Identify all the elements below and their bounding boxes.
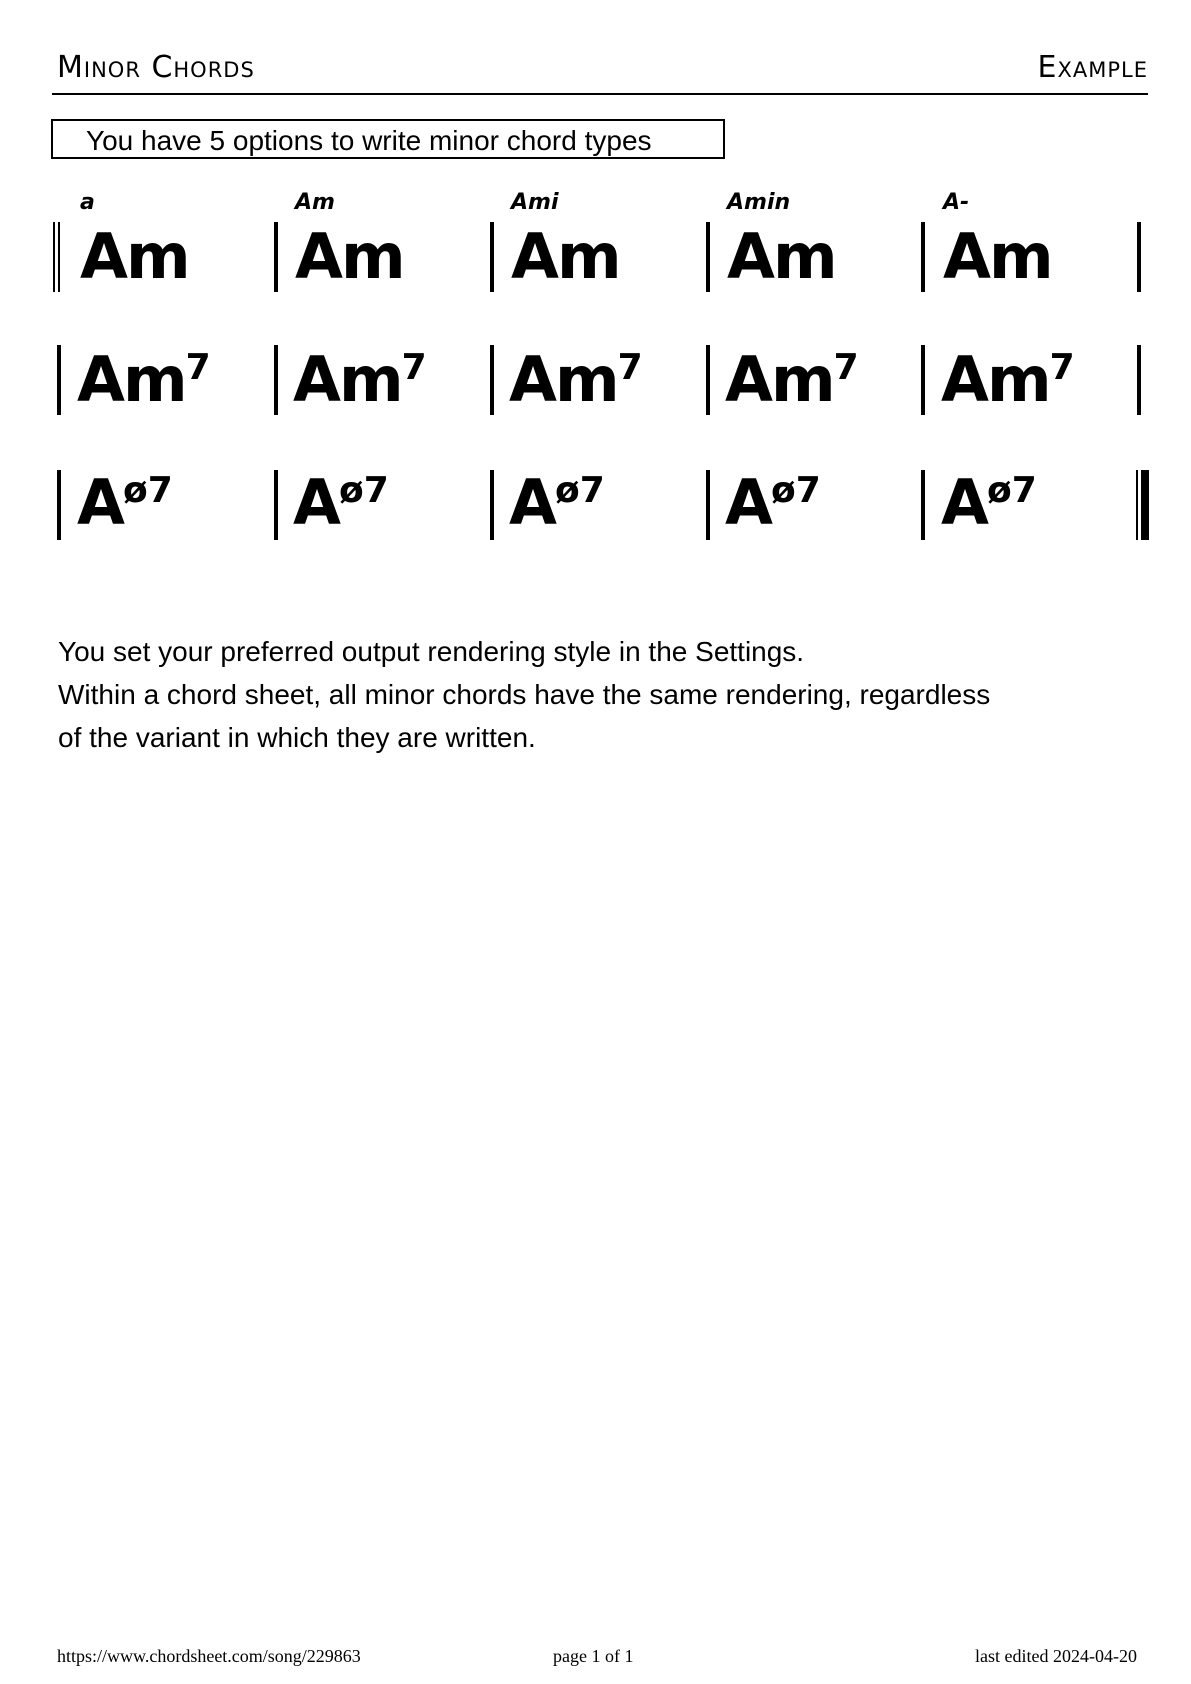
bar-line <box>1137 345 1141 415</box>
bar-line <box>490 222 494 292</box>
paragraph-line: You set your preferred output rendering style in the Settings. <box>58 636 805 667</box>
bar-line <box>274 222 278 292</box>
chord-symbol: Am$^7$ <box>509 343 643 416</box>
chord-symbol: $A^{ø7}$ <box>293 466 389 539</box>
start-double-bar-line-b <box>58 222 60 292</box>
chord-symbol: $A^{ø7}$ <box>941 466 1037 539</box>
bar-line <box>274 470 278 540</box>
chord-symbol: Am <box>511 220 620 293</box>
chord-symbol: $A^{ø7}$ <box>77 466 173 539</box>
final-bar-line-thick <box>1141 470 1149 540</box>
bar-line <box>490 470 494 540</box>
chord-symbol: Am$^7$ <box>941 343 1075 416</box>
bar-line <box>274 345 278 415</box>
page-subtitle: Example <box>1037 50 1148 85</box>
bar-line <box>921 345 925 415</box>
chord-symbol: Am$^7$ <box>725 343 859 416</box>
final-bar-line-thin <box>1136 470 1138 540</box>
variant-label: a <box>80 190 95 215</box>
note-text: You have 5 options to write minor chord types <box>86 125 652 156</box>
chord-symbol: Am$^7$ <box>293 343 427 416</box>
variant-label: Amin <box>727 190 791 215</box>
chord-symbol: Am <box>80 220 189 293</box>
paragraph-line: of the variant in which they are written. <box>58 722 536 753</box>
chord-symbol: $A^{ø7}$ <box>509 466 605 539</box>
paragraph-line: Within a chord sheet, all minor chords have the same rendering, regardless <box>58 679 991 710</box>
bar-line <box>57 470 61 540</box>
bar-line <box>490 345 494 415</box>
note-box <box>51 119 725 159</box>
header-divider <box>52 93 1148 95</box>
bar-line <box>706 345 710 415</box>
variant-label: A- <box>943 190 970 215</box>
bar-line <box>1137 222 1141 292</box>
footer-url[interactable]: https://www.chordsheet.com/song/229863 <box>57 1646 361 1666</box>
variant-label: Am <box>295 190 335 215</box>
page-title: Minor Chords <box>57 50 255 85</box>
chord-symbol: Am <box>295 220 404 293</box>
bar-line <box>706 470 710 540</box>
footer-last-edited: last edited 2024-04-20 <box>975 1646 1137 1666</box>
variant-label: Ami <box>511 190 559 215</box>
bar-line <box>706 222 710 292</box>
bar-line <box>921 470 925 540</box>
chord-symbol: Am <box>727 220 836 293</box>
footer-page-number: page 1 of 1 <box>553 1646 634 1666</box>
bar-line <box>921 222 925 292</box>
chord-symbol: Am <box>943 220 1052 293</box>
start-double-bar-line-a <box>53 222 55 292</box>
bar-line <box>57 345 61 415</box>
chord-symbol: $A^{ø7}$ <box>725 466 821 539</box>
chord-symbol: Am$^7$ <box>77 343 211 416</box>
